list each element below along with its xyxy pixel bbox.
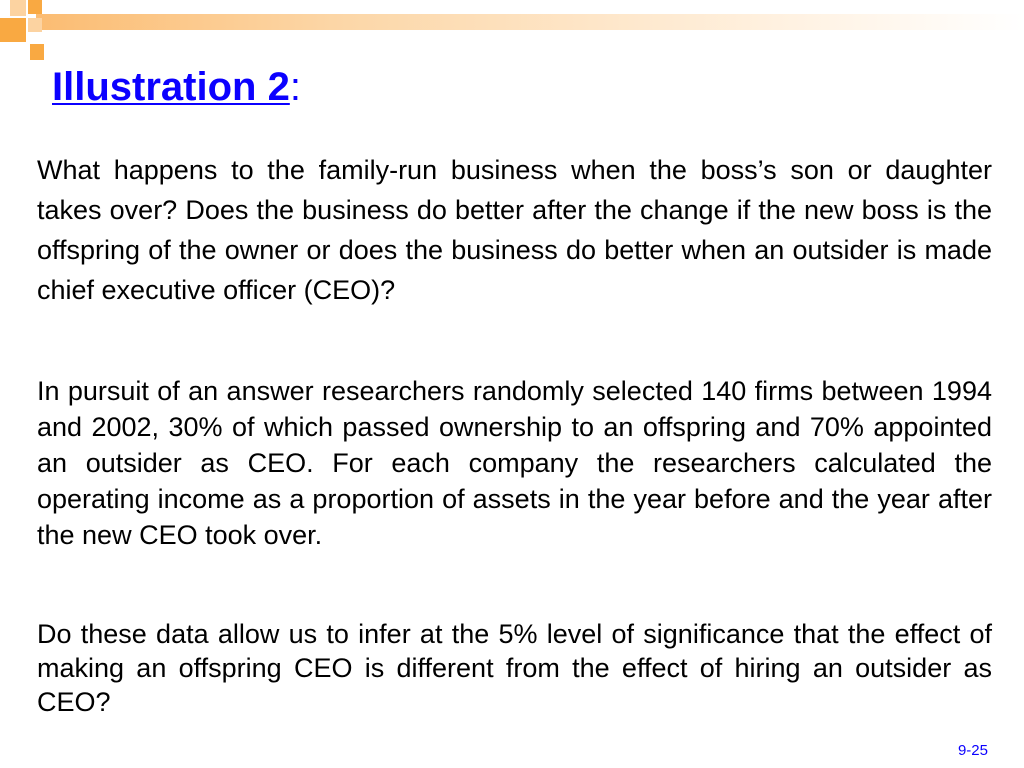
paragraph-study-description: In pursuit of an answer researchers randomly selected 140 firms between 1994 and 2002, 30% of which passed ownership to an offspring and 70% appointed an outsider as CEO. For each company the researchers calculated the operating income as a proportion of assets in the year before and the year after the new CEO took over. xyxy=(37,376,992,550)
slide-title-link[interactable]: Illustration 2 xyxy=(52,65,290,109)
decoration-square xyxy=(30,44,44,60)
header-decoration-bar xyxy=(36,14,1024,30)
paragraph-question: What happens to the family-run business when the boss’s son or daughter takes over? Does the business do better after the change if the new boss is the offspring of the owner or does the business do better when an outsider is made chief executive officer (CEO)? xyxy=(37,155,992,305)
slide-title xyxy=(52,62,301,112)
decoration-square xyxy=(28,0,42,14)
paragraph-hypothesis-question: Do these data allow us to infer at the 5% level of significance that the effect of making an offspring CEO is different from the effect of hiring an outsider as CEO? xyxy=(37,619,992,717)
slide-title-colon: : xyxy=(289,65,301,109)
page-number: 9-25 xyxy=(957,742,988,759)
decoration-square xyxy=(28,18,42,32)
decoration-square xyxy=(0,18,26,42)
decoration-square xyxy=(10,0,26,16)
